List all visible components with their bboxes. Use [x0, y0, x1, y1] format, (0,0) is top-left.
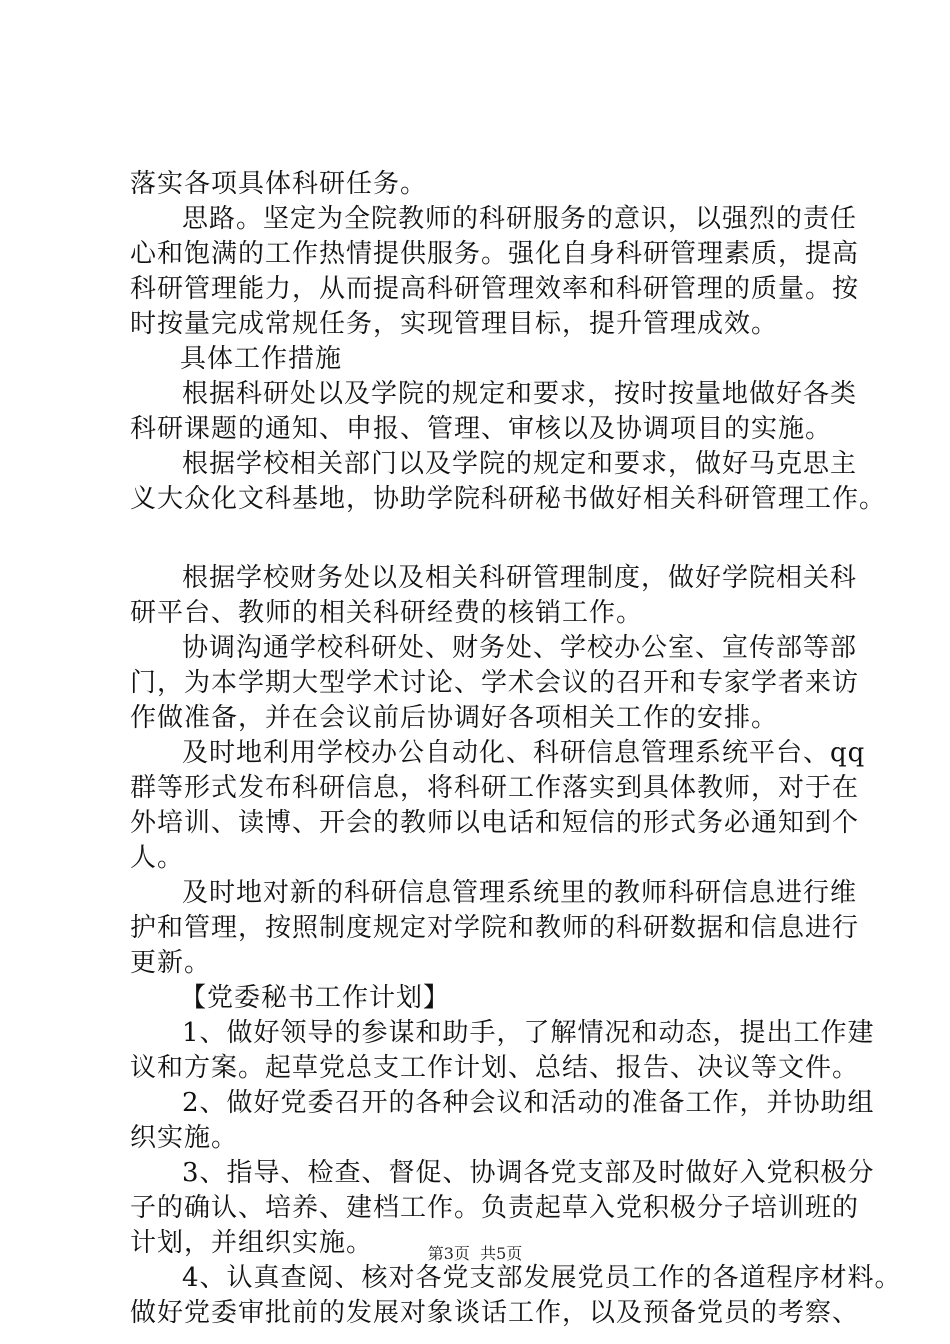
paragraph-item-3: 3、指导、检查、督促、协调各党支部及时做好入党积极分 — [182, 1158, 875, 1188]
paragraph-measure-6: 及时地对新的科研信息管理系统里的教师科研信息进行维 — [182, 878, 858, 908]
paragraph-measure-4: 协调沟通学校科研处、财务处、学校办公室、宣传部等部 — [182, 633, 858, 663]
paragraph-measure-5: 及时地利用学校办公自动化、科研信息管理系统平台、qq — [182, 738, 866, 768]
text-line: 人。 — [130, 843, 185, 873]
text-line: 时按量完成常规任务，实现管理目标，提升管理成效。 — [130, 309, 779, 339]
text-line: 群等形式发布科研信息，将科研工作落实到具体教师，对于在 — [130, 773, 860, 803]
document-body — [130, 167, 902, 1331]
text-line: 计划，并组织实施。 — [130, 1228, 374, 1258]
text-line: 做好党委审批前的发展对象谈话工作，以及预备党员的考察、 — [130, 1298, 860, 1328]
section-heading-party-secretary: 【党委秘书工作计划】 — [180, 983, 451, 1013]
text-line: 科研管理能力，从而提高科研管理效率和科研管理的质量。按 — [130, 274, 860, 304]
paragraph-gap — [130, 517, 830, 561]
paragraph-measure-2: 根据学校相关部门以及学院的规定和要求，做好马克思主 — [182, 449, 858, 479]
text-line: 外培训、读博、开会的教师以电话和短信的形式务必通知到个 — [130, 808, 860, 838]
text-line: 义大众化文科基地，协助学院科研秘书做好相关科研管理工作。 — [130, 484, 887, 514]
text-line: 子的确认、培养、建档工作。负责起草入党积极分子培训班的 — [130, 1193, 860, 1223]
paragraph-item-2: 2、做好党委召开的各种会议和活动的准备工作，并协助组 — [182, 1088, 875, 1118]
page-number-label: 第3页 共5页 — [427, 1244, 523, 1263]
text-line: 织实施。 — [130, 1123, 239, 1153]
paragraph-item-1: 1、做好领导的参谋和助手，了解情况和动态，提出工作建 — [182, 1018, 875, 1048]
text-line: 作做准备，并在会议前后协调好各项相关工作的安排。 — [130, 703, 779, 733]
text-line: 科研课题的通知、申报、管理、审核以及协调项目的实施。 — [130, 414, 833, 444]
page-footer — [0, 1244, 950, 1264]
paragraph-item-4: 4、认真查阅、核对各党支部发展党员工作的各道程序材料。 — [182, 1263, 902, 1293]
text-line: 心和饱满的工作热情提供服务。强化自身科研管理素质，提高 — [130, 239, 860, 269]
text-line: 研平台、教师的相关科研经费的核销工作。 — [130, 598, 644, 628]
paragraph-siliu: 思路。坚定为全院教师的科研服务的意识，以强烈的责任 — [182, 204, 858, 234]
paragraph-measure-3: 根据学校财务处以及相关科研管理制度，做好学院相关科 — [182, 563, 858, 593]
section-heading-measures: 具体工作措施 — [180, 344, 343, 374]
text-line: 落实各项具体科研任务。 — [130, 169, 428, 199]
text-line: 护和管理，按照制度规定对学院和教师的科研数据和信息进行 — [130, 913, 860, 943]
text-line: 门，为本学期大型学术讨论、学术会议的召开和专家学者来访 — [130, 668, 860, 698]
text-line: 更新。 — [130, 948, 212, 978]
text-line: 议和方案。起草党总支工作计划、总结、报告、决议等文件。 — [130, 1053, 860, 1083]
paragraph-measure-1: 根据科研处以及学院的规定和要求，按时按量地做好各类 — [182, 379, 858, 409]
